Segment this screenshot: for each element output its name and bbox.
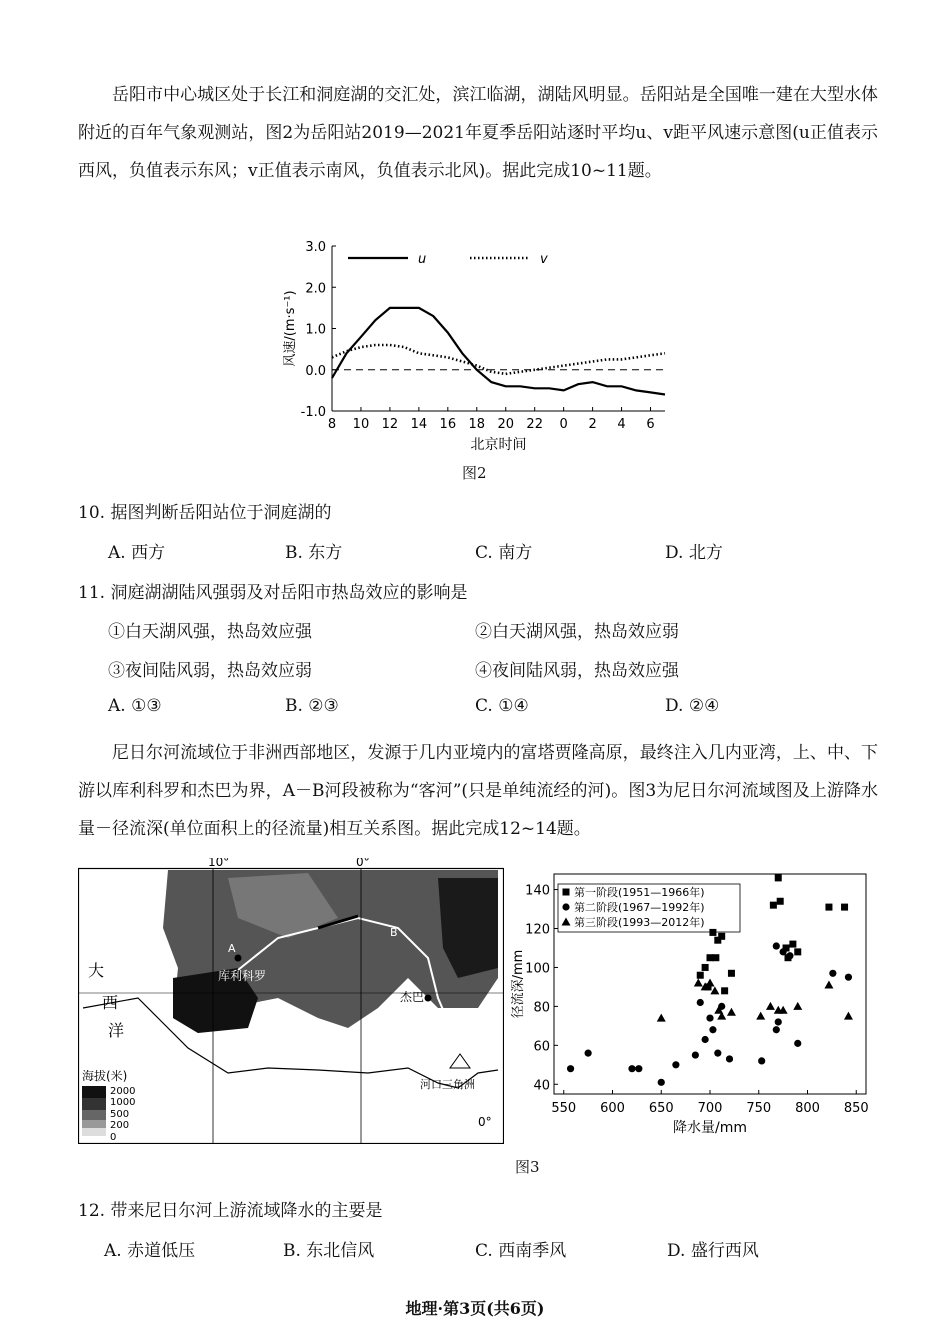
y-tick-label: 1.0 [305,322,326,338]
x-tick-label: 8 [327,417,337,432]
x-tick-label: 14 [410,417,428,432]
data-point-square [825,904,832,911]
x-tick-label: 12 [381,417,399,432]
y-tick-label: 80 [533,1000,550,1016]
data-point-triangle [766,1002,775,1010]
data-point-triangle [824,980,833,988]
data-point-circle [786,952,793,959]
data-point-circle [692,1051,699,1058]
q10-option-c[interactable]: C. 南方 [475,543,533,563]
data-point-square [794,948,801,955]
x-tick-label: 800 [795,1101,820,1116]
lon-label-10: 10° [208,858,230,869]
data-point-square [709,929,716,936]
q10-option-b[interactable]: B. 东方 [285,543,343,563]
y-axis-label: 径流深/mm [511,949,526,1019]
x-tick-label: 550 [551,1101,577,1116]
legend-200: 200 [110,1120,130,1131]
x-axis-label: 北京时间 [470,437,527,453]
legend-500: 500 [110,1109,130,1120]
lon-label-0: 0° [356,858,370,869]
koulikoro-label: 库利科罗 [218,969,267,983]
data-point-triangle [793,1002,802,1010]
q10-option-a[interactable]: A. 西方 [108,543,166,563]
data-point-circle [709,1026,716,1033]
figure-2-chart [260,236,680,468]
data-point-square [702,964,709,971]
y-tick-label: -1.0 [300,405,326,420]
x-tick-label: 4 [617,417,626,432]
data-point-square [841,904,848,911]
y-tick-label: 140 [525,883,550,899]
ocean-label-1: 大 [88,961,105,980]
figure-3-caption: 图3 [515,1158,540,1176]
q11-option-a[interactable]: A. ①③ [108,696,162,716]
figure-2-caption: 图2 [462,464,487,482]
x-tick-label: 850 [843,1101,869,1116]
data-point-square [718,933,725,940]
data-point-triangle [706,979,715,987]
legend-2000: 2000 [110,1086,136,1097]
data-point-circle [635,1065,642,1072]
data-point-square [697,972,704,979]
y-tick-label: 2.0 [305,281,326,297]
jebba-dot [425,995,432,1002]
y-axis-label: 风速/(m·s⁻¹) [283,290,298,367]
x-tick-label: 20 [497,417,515,432]
data-point-circle [697,999,704,1006]
point-b-label: B [390,926,398,939]
data-point-square [775,874,782,881]
data-point-circle [775,1018,782,1025]
question-11-stem: 11. 洞庭湖湖陆风强弱及对岳阳市热岛效应的影响是 [78,583,468,603]
q12-option-c[interactable]: C. 西南季风 [475,1241,567,1261]
data-point-circle [714,1050,721,1057]
data-point-circle [794,1040,801,1047]
legend-label-v: v [540,252,548,267]
passage-2: 尼日尔河流域位于非洲西部地区，发源于几内亚境内的富塔贾隆高原，最终注入几内亚湾，上、中、下游以库利科罗和杰巴为界，A－B河段被称为“客河”(只是单纯流经的河)。图3为尼日尔河流域图及上游降水量－径流深(单位面积上的径流量)相互关系图。据此完成12~14题。 [78,743,878,839]
data-point-triangle [657,1014,666,1022]
data-point-circle [567,1065,574,1072]
data-point-triangle [727,1008,736,1016]
data-point-circle [706,1014,713,1021]
point-a-label: A [228,942,236,955]
x-tick-label: 700 [697,1101,723,1116]
passage-1: 岳阳市中心城区处于长江和洞庭湖的交汇处，滨江临湖，湖陆风明显。岳阳站是全国唯一建在大型水体附近的百年气象观测站，图2为岳阳站2019—2021年夏季岳阳站逐时平均u、v距平风速示意图(u正值表示西风，负值表示东风；v正值表示南风，负值表示北风)。据此完成10~11题。 [78,85,878,181]
data-point-circle [773,1026,780,1033]
koulikoro-dot [235,955,242,962]
x-tick-label: 600 [600,1101,625,1116]
jebba-label: 杰巴 [400,990,425,1004]
x-tick-label: 0 [559,417,568,432]
data-point-circle [758,1057,765,1064]
legend-label-square: 第一阶段(1951—1966年) [574,886,705,899]
ocean-label-2: 西 [102,993,119,1012]
y-tick-label: 0.0 [305,363,326,379]
q12-option-d[interactable]: D. 盛行西风 [667,1241,759,1261]
q12-option-a[interactable]: A. 赤道低压 [104,1241,196,1261]
q11-option-d[interactable]: D. ②④ [665,696,720,716]
x-tick-label: 18 [468,417,486,432]
lat-label-0: 0° [478,1115,492,1129]
y-tick-label: 100 [525,961,550,977]
q11-item-3: ③夜间陆风弱，热岛效应弱 [108,661,312,681]
data-point-triangle [694,979,703,987]
data-point-circle [672,1061,679,1068]
legend-marker-circle [562,903,569,910]
legend-label-u: u [418,252,427,267]
q11-item-2: ②白天湖风强，热岛效应弱 [475,622,679,642]
data-point-square [789,941,796,948]
data-point-square [770,902,777,909]
y-tick-label: 60 [533,1039,550,1055]
question-10-stem: 10. 据图判断岳阳站位于洞庭湖的 [78,503,332,523]
data-point-square [721,987,728,994]
data-point-square [728,970,735,977]
y-tick-label: 40 [533,1078,550,1094]
q11-option-c[interactable]: C. ①④ [475,696,529,716]
data-point-circle [845,974,852,981]
data-point-triangle [710,986,719,994]
x-tick-label: 10 [352,417,370,432]
ocean-label-3: 洋 [108,1021,125,1040]
legend-marker-square [563,889,570,896]
data-point-circle [829,970,836,977]
x-tick-label: 650 [648,1101,674,1116]
x-axis-label: 降水量/mm [673,1120,747,1136]
question-12-stem: 12. 带来尼日尔河上游流域降水的主要是 [78,1201,383,1221]
legend-1000: 1000 [110,1097,136,1108]
legend-label-triangle: 第三阶段(1993—2012年) [574,916,705,929]
data-point-circle [702,1036,709,1043]
q11-item-1: ①白天湖风强，热岛效应强 [108,622,312,642]
q11-item-4: ④夜间陆风弱，热岛效应强 [475,661,679,681]
data-point-circle [585,1050,592,1057]
data-point-circle [628,1065,635,1072]
rainfall-runoff-scatter [508,866,878,1152]
x-tick-label: 750 [746,1101,772,1116]
data-point-triangle [844,1012,853,1020]
y-tick-label: 120 [525,922,550,938]
legend-label-circle: 第二阶段(1967—1992年) [574,901,705,914]
q12-option-b[interactable]: B. 东北信风 [283,1241,375,1261]
niger-basin-map [78,858,504,1144]
legend-title: 海拔(米) [82,1069,128,1083]
series-line-u [332,308,665,395]
data-point-triangle [756,1012,765,1020]
data-point-circle [658,1079,665,1086]
y-tick-label: 3.0 [305,240,326,255]
x-tick-label: 2 [588,417,597,432]
delta-label: 河口三角洲 [420,1078,475,1091]
data-point-square [712,954,719,961]
data-point-circle [780,948,787,955]
x-tick-label: 6 [646,417,655,432]
x-tick-label: 22 [526,417,543,432]
data-point-circle [726,1055,733,1062]
q11-option-b[interactable]: B. ②③ [285,696,339,716]
data-point-square [777,898,784,905]
legend-0: 0 [110,1132,117,1143]
q10-option-d[interactable]: D. 北方 [665,543,723,563]
data-point-circle [773,942,780,949]
x-tick-label: 16 [439,417,457,432]
page-footer: 地理·第3页(共6页) [405,1299,545,1318]
